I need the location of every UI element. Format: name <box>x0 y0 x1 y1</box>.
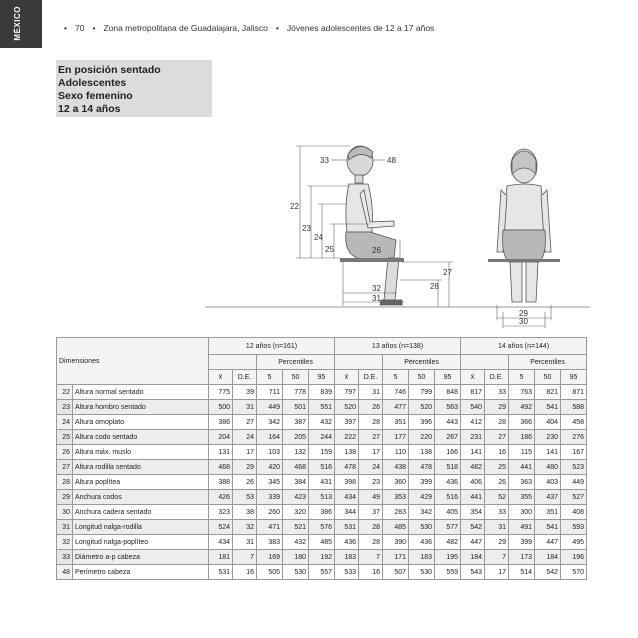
percentiles-header: Percentiles <box>383 355 461 370</box>
value-cell: 501 <box>283 400 309 415</box>
dim-label-23: 23 <box>302 224 311 233</box>
population-label: Jóvenes adolescentes de 12 a 17 años <box>286 23 435 33</box>
value-cell: 471 <box>257 520 283 535</box>
value-cell: 384 <box>283 475 309 490</box>
dimension-name: Anchura cadera sentado <box>73 505 209 520</box>
dimension-name: Longitud nalga-poplíteo <box>73 535 209 550</box>
dimension-id: 29 <box>57 490 73 505</box>
front-hips-shape <box>503 230 546 262</box>
value-cell: 345 <box>257 475 283 490</box>
value-cell: 7 <box>359 550 383 565</box>
value-cell: 339 <box>257 490 283 505</box>
value-cell: 205 <box>283 430 309 445</box>
value-cell: 408 <box>561 505 587 520</box>
dimension-id: 31 <box>57 520 73 535</box>
value-cell: 181 <box>209 550 233 565</box>
value-cell: 363 <box>509 475 535 490</box>
foot-shape <box>380 300 402 305</box>
table-row <box>57 430 587 445</box>
anthropometric-table <box>56 337 587 580</box>
value-cell: 477 <box>383 400 409 415</box>
value-cell: 559 <box>435 565 461 580</box>
table-row <box>57 550 587 565</box>
neck-shape <box>355 175 363 183</box>
value-cell: 520 <box>409 400 435 415</box>
value-cell: 404 <box>535 415 561 430</box>
table-row <box>57 400 587 415</box>
value-cell: 24 <box>359 460 383 475</box>
table-row <box>57 565 587 580</box>
value-cell: 283 <box>383 505 409 520</box>
value-cell: 557 <box>309 565 335 580</box>
value-cell: 260 <box>257 505 283 520</box>
value-cell: 531 <box>209 565 233 580</box>
page-number: 70 <box>74 23 85 33</box>
front-torso-shape <box>503 184 545 230</box>
value-cell: 577 <box>435 520 461 535</box>
value-cell: 447 <box>535 535 561 550</box>
value-cell: 563 <box>435 400 461 415</box>
value-cell: 458 <box>561 415 587 430</box>
value-cell: 386 <box>209 415 233 430</box>
value-cell: 355 <box>509 490 535 505</box>
value-cell: 159 <box>309 445 335 460</box>
value-cell: 485 <box>383 520 409 535</box>
dimension-id: 22 <box>57 385 73 400</box>
value-cell: 276 <box>561 430 587 445</box>
value-cell: 821 <box>535 385 561 400</box>
value-cell: 196 <box>561 550 587 565</box>
dim-label-30: 30 <box>519 317 528 326</box>
value-cell: 523 <box>561 460 587 475</box>
value-cell: 25 <box>485 460 509 475</box>
title-line-4: 12 a 14 años <box>58 103 121 115</box>
value-cell: 164 <box>257 430 283 445</box>
dimension-name: Altura codo sentado <box>73 430 209 445</box>
value-cell: 173 <box>509 550 535 565</box>
table-row <box>57 535 587 550</box>
value-cell: 405 <box>435 505 461 520</box>
dimension-name: Altura omoplato <box>73 415 209 430</box>
value-cell: 49 <box>359 490 383 505</box>
value-cell: 28 <box>485 415 509 430</box>
country-label: MÉXICO <box>13 6 22 41</box>
value-cell: 115 <box>509 445 535 460</box>
value-cell: 432 <box>283 535 309 550</box>
value-cell: 817 <box>461 385 485 400</box>
value-cell: 485 <box>309 535 335 550</box>
value-cell: 551 <box>309 400 335 415</box>
sub-header-cell: 50 <box>535 370 561 385</box>
front-view-figure <box>497 149 551 302</box>
value-cell: 52 <box>485 490 509 505</box>
value-cell: 351 <box>383 415 409 430</box>
value-cell: 406 <box>461 475 485 490</box>
value-cell: 437 <box>535 490 561 505</box>
value-cell: 541 <box>535 520 561 535</box>
value-cell: 29 <box>233 460 257 475</box>
dim-label-22: 22 <box>290 202 299 211</box>
value-cell: 344 <box>335 505 359 520</box>
dim-label-31: 31 <box>372 294 381 303</box>
dimension-id: 23 <box>57 400 73 415</box>
percentiles-header: Percentiles <box>509 355 587 370</box>
value-cell: 138 <box>335 445 359 460</box>
value-cell: 434 <box>209 535 233 550</box>
value-cell: 342 <box>409 505 435 520</box>
value-cell: 495 <box>561 535 587 550</box>
dim-label-24: 24 <box>314 233 323 242</box>
value-cell: 353 <box>383 490 409 505</box>
lower-leg-shape <box>384 258 399 300</box>
value-cell: 527 <box>561 490 587 505</box>
value-cell: 31 <box>233 400 257 415</box>
value-cell: 441 <box>461 490 485 505</box>
value-cell: 31 <box>485 520 509 535</box>
dimension-id: 26 <box>57 445 73 460</box>
seat-shape <box>340 258 404 262</box>
value-cell: 436 <box>409 535 435 550</box>
value-cell: 342 <box>257 415 283 430</box>
value-cell: 530 <box>283 565 309 580</box>
value-cell: 429 <box>409 490 435 505</box>
value-cell: 711 <box>257 385 283 400</box>
value-cell: 542 <box>461 520 485 535</box>
value-cell: 141 <box>535 445 561 460</box>
value-cell: 478 <box>335 460 359 475</box>
side-view-figure <box>346 146 402 305</box>
value-cell: 38 <box>233 505 257 520</box>
value-cell: 871 <box>561 385 587 400</box>
sub-header-cell: 5 <box>509 370 535 385</box>
sub-header-cell: 50 <box>283 370 309 385</box>
sub-header-cell: D.E. <box>359 370 383 385</box>
value-cell: 516 <box>309 460 335 475</box>
value-cell: 839 <box>309 385 335 400</box>
value-cell: 491 <box>509 520 535 535</box>
dimension-name: Perímetro cabeza <box>73 565 209 580</box>
table-row <box>57 505 587 520</box>
value-cell: 492 <box>509 400 535 415</box>
sub-header-cell: x̄ <box>335 370 359 385</box>
value-cell: 399 <box>509 535 535 550</box>
value-cell: 231 <box>461 430 485 445</box>
value-cell: 171 <box>383 550 409 565</box>
group-header-13: 13 años (n=138) <box>335 338 461 355</box>
value-cell: 7 <box>485 550 509 565</box>
value-cell: 438 <box>383 460 409 475</box>
value-cell: 588 <box>561 400 587 415</box>
dimension-name: Longitud nalga-rodilla <box>73 520 209 535</box>
value-cell: 403 <box>535 475 561 490</box>
sub-header-cell: x̄ <box>209 370 233 385</box>
value-cell: 513 <box>309 490 335 505</box>
table-row <box>57 415 587 430</box>
value-cell: 420 <box>257 460 283 475</box>
group-header-14: 14 años (n=144) <box>461 338 587 355</box>
dim-label-26: 26 <box>372 246 381 255</box>
title-line-1: En posición sentado <box>58 64 161 76</box>
dim-label-28: 28 <box>430 282 439 291</box>
value-cell: 27 <box>233 415 257 430</box>
dimensions-header: Dimensiones <box>57 338 209 385</box>
dimension-id: 32 <box>57 535 73 550</box>
value-cell: 514 <box>509 565 535 580</box>
value-cell: 27 <box>485 430 509 445</box>
value-cell: 17 <box>485 565 509 580</box>
sub-header-cell: D.E. <box>233 370 257 385</box>
value-cell: 32 <box>233 520 257 535</box>
dimension-name: Altura hombro sentado <box>73 400 209 415</box>
value-cell: 423 <box>283 490 309 505</box>
value-cell: 482 <box>435 535 461 550</box>
region-label: Zona metropolitana de Guadalajara, Jalisco <box>103 23 268 33</box>
value-cell: 436 <box>435 475 461 490</box>
dimension-id: 48 <box>57 565 73 580</box>
value-cell: 132 <box>283 445 309 460</box>
value-cell: 799 <box>409 385 435 400</box>
value-cell: 398 <box>335 475 359 490</box>
table-row <box>57 475 587 490</box>
front-right-leg-shape <box>526 262 538 302</box>
percentiles-header: Percentiles <box>257 355 335 370</box>
front-left-leg-shape <box>510 262 522 302</box>
value-cell: 16 <box>233 565 257 580</box>
value-cell: 354 <box>461 505 485 520</box>
value-cell: 28 <box>359 415 383 430</box>
value-cell: 387 <box>283 415 309 430</box>
value-cell: 323 <box>209 505 233 520</box>
value-cell: 449 <box>257 400 283 415</box>
value-cell: 53 <box>233 490 257 505</box>
value-cell: 230 <box>535 430 561 445</box>
value-cell: 26 <box>359 400 383 415</box>
value-cell: 26 <box>485 475 509 490</box>
dimension-id: 24 <box>57 415 73 430</box>
value-cell: 192 <box>309 550 335 565</box>
sub-header-cell: 95 <box>309 370 335 385</box>
value-cell: 593 <box>561 520 587 535</box>
value-cell: 541 <box>535 400 561 415</box>
dimension-id: 28 <box>57 475 73 490</box>
value-cell: 320 <box>283 505 309 520</box>
dimension-name: Altura poplítea <box>73 475 209 490</box>
value-cell: 351 <box>535 505 561 520</box>
value-cell: 184 <box>535 550 561 565</box>
value-cell: 383 <box>257 535 283 550</box>
table-row <box>57 520 587 535</box>
value-cell: 169 <box>257 550 283 565</box>
value-cell: 530 <box>409 520 435 535</box>
dimension-id: 33 <box>57 550 73 565</box>
value-cell: 29 <box>485 400 509 415</box>
bullet-icon: • <box>92 23 96 33</box>
value-cell: 763 <box>509 385 535 400</box>
sub-header-cell: 95 <box>435 370 461 385</box>
value-cell: 23 <box>359 475 383 490</box>
dim-label-33: 33 <box>320 156 329 165</box>
value-cell: 482 <box>461 460 485 475</box>
dim-label-25: 25 <box>325 245 334 254</box>
table-row <box>57 445 587 460</box>
value-cell: 436 <box>335 535 359 550</box>
dimension-name: Altura normal sentado <box>73 385 209 400</box>
bullet-icon: • <box>64 23 67 33</box>
value-cell: 16 <box>485 445 509 460</box>
value-cell: 412 <box>461 415 485 430</box>
dim-label-48: 48 <box>387 156 396 165</box>
value-cell: 26 <box>233 475 257 490</box>
value-cell: 447 <box>461 535 485 550</box>
table-row <box>57 460 587 475</box>
value-cell: 432 <box>309 415 335 430</box>
dimension-id: 27 <box>57 460 73 475</box>
value-cell: 184 <box>461 550 485 565</box>
value-cell: 180 <box>283 550 309 565</box>
group-header-12: 12 años (n=161) <box>209 338 335 355</box>
value-cell: 131 <box>209 445 233 460</box>
sub-header-cell: 5 <box>383 370 409 385</box>
value-cell: 520 <box>335 400 359 415</box>
value-cell: 468 <box>283 460 309 475</box>
value-cell: 17 <box>359 445 383 460</box>
value-cell: 166 <box>435 445 461 460</box>
dim-label-32: 32 <box>372 284 381 293</box>
value-cell: 39 <box>233 385 257 400</box>
value-cell: 443 <box>435 415 461 430</box>
value-cell: 505 <box>257 565 283 580</box>
thighs-shape <box>346 232 396 260</box>
value-cell: 521 <box>283 520 309 535</box>
sub-header-cell: 50 <box>409 370 435 385</box>
sub-header-cell: D.E. <box>485 370 509 385</box>
dimension-name: Diámetro a-p cabeza <box>73 550 209 565</box>
value-cell: 204 <box>209 430 233 445</box>
value-cell: 434 <box>335 490 359 505</box>
value-cell: 31 <box>359 385 383 400</box>
dimension-name: Altura rodilla sentado <box>73 460 209 475</box>
table-row <box>57 490 587 505</box>
value-cell: 141 <box>461 445 485 460</box>
value-cell: 396 <box>409 415 435 430</box>
value-cell: 530 <box>409 565 435 580</box>
value-cell: 360 <box>383 475 409 490</box>
value-cell: 570 <box>561 565 587 580</box>
value-cell: 388 <box>209 475 233 490</box>
value-cell: 37 <box>359 505 383 520</box>
sub-header-cell: 95 <box>561 370 587 385</box>
value-cell: 244 <box>309 430 335 445</box>
table-row <box>57 385 587 400</box>
bullet-icon: • <box>275 23 279 33</box>
value-cell: 103 <box>257 445 283 460</box>
value-cell: 500 <box>209 400 233 415</box>
dimension-id: 25 <box>57 430 73 445</box>
value-cell: 533 <box>335 565 359 580</box>
dim-label-29: 29 <box>519 309 528 318</box>
value-cell: 31 <box>233 535 257 550</box>
value-cell: 399 <box>409 475 435 490</box>
value-cell: 426 <box>209 490 233 505</box>
value-cell: 110 <box>383 445 409 460</box>
value-cell: 300 <box>509 505 535 520</box>
value-cell: 524 <box>209 520 233 535</box>
dimension-id: 30 <box>57 505 73 520</box>
value-cell: 431 <box>309 475 335 490</box>
value-cell: 33 <box>485 385 509 400</box>
value-cell: 220 <box>409 430 435 445</box>
value-cell: 28 <box>359 535 383 550</box>
value-cell: 518 <box>435 460 461 475</box>
value-cell: 16 <box>359 565 383 580</box>
value-cell: 576 <box>309 520 335 535</box>
value-cell: 27 <box>359 430 383 445</box>
value-cell: 449 <box>561 475 587 490</box>
value-cell: 222 <box>335 430 359 445</box>
sub-header-cell: x̄ <box>461 370 485 385</box>
value-cell: 441 <box>509 460 535 475</box>
value-cell: 7 <box>233 550 257 565</box>
value-cell: 33 <box>485 505 509 520</box>
value-cell: 177 <box>383 430 409 445</box>
value-cell: 386 <box>309 505 335 520</box>
value-cell: 531 <box>335 520 359 535</box>
dim-label-27: 27 <box>443 268 452 277</box>
value-cell: 543 <box>461 565 485 580</box>
value-cell: 267 <box>435 430 461 445</box>
value-cell: 797 <box>335 385 359 400</box>
value-cell: 468 <box>209 460 233 475</box>
value-cell: 516 <box>435 490 461 505</box>
value-cell: 167 <box>561 445 587 460</box>
title-line-3: Sexo femenino <box>58 90 133 102</box>
sub-header-cell: 5 <box>257 370 283 385</box>
front-seat-shape <box>488 259 560 262</box>
value-cell: 366 <box>509 415 535 430</box>
value-cell: 24 <box>233 430 257 445</box>
value-cell: 29 <box>485 535 509 550</box>
value-cell: 775 <box>209 385 233 400</box>
title-line-2: Adolescentes <box>58 77 127 89</box>
value-cell: 478 <box>409 460 435 475</box>
value-cell: 746 <box>383 385 409 400</box>
value-cell: 848 <box>435 385 461 400</box>
value-cell: 195 <box>435 550 461 565</box>
value-cell: 186 <box>509 430 535 445</box>
value-cell: 28 <box>359 520 383 535</box>
value-cell: 183 <box>409 550 435 565</box>
value-cell: 183 <box>335 550 359 565</box>
value-cell: 507 <box>383 565 409 580</box>
value-cell: 17 <box>233 445 257 460</box>
dimension-name: Altura máx. muslo <box>73 445 209 460</box>
value-cell: 480 <box>535 460 561 475</box>
value-cell: 542 <box>535 565 561 580</box>
value-cell: 778 <box>283 385 309 400</box>
dimension-name: Anchura codos <box>73 490 209 505</box>
value-cell: 397 <box>335 415 359 430</box>
value-cell: 540 <box>461 400 485 415</box>
value-cell: 138 <box>409 445 435 460</box>
value-cell: 390 <box>383 535 409 550</box>
